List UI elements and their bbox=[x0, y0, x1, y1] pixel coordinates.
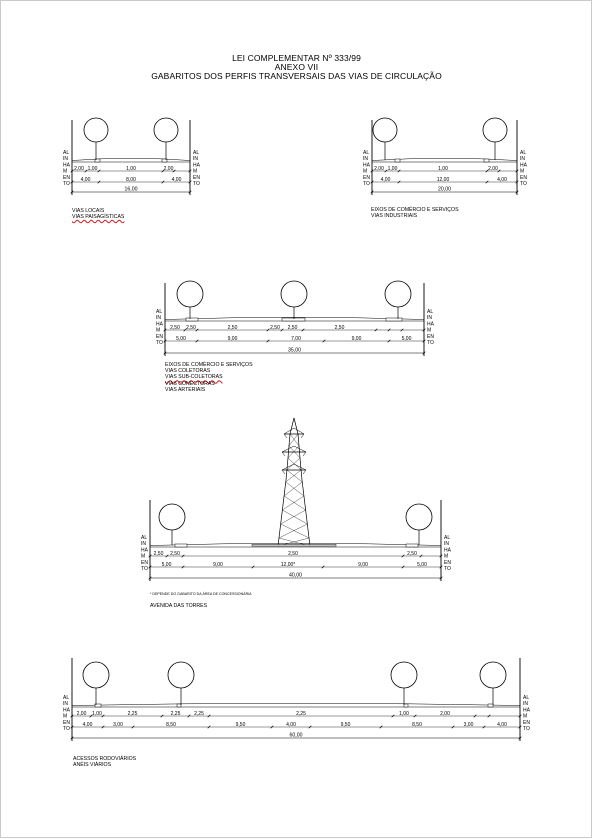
alignment-label-left: HA bbox=[63, 162, 70, 169]
alignment-label-left: IN bbox=[141, 541, 146, 548]
alignment-label-right: HA bbox=[520, 162, 527, 169]
curb bbox=[488, 704, 493, 707]
alignment-label-left: AL bbox=[141, 535, 148, 541]
tree-crown-icon bbox=[385, 281, 411, 307]
alignment-label-right: TO bbox=[427, 340, 434, 346]
dimension-label-bottom: 5,00 bbox=[161, 561, 172, 568]
tree-crown-icon bbox=[177, 281, 203, 307]
caption-line: VIAS INDUSTRIAIS bbox=[371, 213, 418, 220]
caption-line: ACESSOS RODOVIÁRIOS bbox=[73, 756, 137, 762]
tower-arm bbox=[282, 446, 294, 452]
dimension-label-bottom: 8,00 bbox=[126, 176, 136, 183]
dimension-label-top: 2,50 bbox=[170, 324, 180, 331]
dimension-label-top: 2,50 bbox=[270, 324, 280, 331]
curb bbox=[404, 704, 408, 707]
alignment-label-left: HA bbox=[156, 321, 163, 328]
alignment-label-right: AL bbox=[520, 150, 527, 156]
curb bbox=[484, 159, 489, 162]
alignment-label-left: HA bbox=[63, 707, 70, 714]
dimension-label-bottom: 3,00 bbox=[113, 721, 123, 728]
tower-arm bbox=[282, 470, 285, 474]
tower-lattice bbox=[284, 482, 302, 496]
alignment-label-left: EN bbox=[63, 719, 70, 726]
profile-acessos-rodoviarios bbox=[63, 658, 531, 741]
dimension-label-top: 2,00 bbox=[374, 165, 384, 172]
caption-eixos-industriais bbox=[371, 207, 459, 219]
alignment-label-right: M bbox=[427, 327, 432, 334]
alignment-label-right: IN bbox=[427, 315, 432, 322]
tower-leg bbox=[294, 418, 298, 434]
dimension-label-bottom: 4,00 bbox=[286, 721, 296, 728]
alignment-label-right: HA bbox=[444, 547, 451, 554]
alignment-label-right: EN bbox=[427, 333, 434, 340]
alignment-label-left: TO bbox=[63, 181, 70, 187]
alignment-label-right: TO bbox=[523, 726, 530, 732]
dimension-label-top: 2,50 bbox=[170, 550, 180, 557]
dimension-label-top: 2,00 bbox=[74, 165, 84, 172]
dimension-label-bottom: 5,00 bbox=[176, 335, 186, 342]
dimension-label-top: 2,25 bbox=[170, 710, 181, 717]
alignment-label-right: TO bbox=[193, 181, 200, 187]
dimension-label-top: 2,25 bbox=[194, 710, 204, 717]
alignment-label-right: HA bbox=[193, 162, 200, 169]
dimension-label-bottom: 5,00 bbox=[417, 561, 427, 568]
caption-line: EIXOS DE COMÉRCIO E SERVIÇOS bbox=[371, 207, 459, 213]
alignment-label-right: M bbox=[193, 168, 198, 175]
dimension-label-bottom: 5,00 bbox=[401, 335, 412, 342]
tower-lattice bbox=[281, 510, 306, 524]
curb bbox=[386, 318, 402, 321]
dimension-label-top: 2,25 bbox=[127, 710, 138, 717]
dimension-label-bottom: 3,00 bbox=[463, 721, 474, 728]
tree-crown-icon bbox=[83, 662, 109, 688]
dimension-label-bottom: 9,00 bbox=[213, 561, 223, 568]
tower-lattice bbox=[286, 482, 304, 496]
dimension-label-top: 2,50 bbox=[287, 324, 298, 331]
tower-lattice bbox=[284, 496, 306, 510]
tower-lattice bbox=[282, 510, 307, 524]
tower-lattice bbox=[287, 470, 302, 482]
dimension-label-top: 1,00 bbox=[387, 165, 398, 172]
alignment-label-right: HA bbox=[427, 321, 434, 328]
tree-crown-icon bbox=[391, 662, 417, 688]
title-line-1: LEI COMPLEMENTAR Nº 333/99 bbox=[232, 53, 361, 63]
dimension-label-top: 2,50 bbox=[227, 324, 238, 331]
alignment-label-left: HA bbox=[363, 162, 370, 169]
tower-arm bbox=[294, 446, 306, 452]
total-dimension-label: 40,00 bbox=[289, 572, 302, 579]
alignment-label-left: M bbox=[63, 713, 68, 720]
caption-avenida-das-torres bbox=[150, 603, 207, 609]
transmission-tower-icon bbox=[252, 418, 336, 546]
alignment-label-right: IN bbox=[193, 156, 198, 163]
alignment-label-left: M bbox=[63, 168, 68, 175]
tower-lattice bbox=[281, 524, 309, 538]
caption-line: AVENIDA DAS TORRES bbox=[150, 603, 208, 609]
alignment-label-right: TO bbox=[444, 566, 451, 572]
alignment-label-right: IN bbox=[444, 541, 449, 548]
dimension-label-bottom: 12,00 bbox=[436, 176, 450, 183]
tree-crown-icon bbox=[154, 118, 178, 142]
tree-crown-icon bbox=[480, 662, 506, 688]
tree-crown-icon bbox=[281, 281, 307, 307]
total-dimension-label: 16,00 bbox=[124, 186, 138, 193]
curb bbox=[406, 544, 418, 547]
dimension-label-bottom: 9,00 bbox=[351, 335, 362, 342]
alignment-label-left: EN bbox=[141, 559, 148, 566]
alignment-label-right: IN bbox=[520, 156, 525, 163]
title-line-2: ANEXO VII bbox=[274, 62, 319, 72]
alignment-label-left: TO bbox=[141, 566, 148, 572]
concessionaire-note: * DEPENDE DO GABARITO DA ÁREA DE CONCESSIONÁRIA bbox=[150, 592, 252, 596]
dimension-label-top: 2,50 bbox=[186, 324, 196, 331]
tower-arm bbox=[284, 434, 287, 438]
dimension-label-bottom: 4,00 bbox=[80, 176, 91, 183]
dimension-label-bottom: 9,50 bbox=[235, 721, 246, 728]
alignment-label-left: EN bbox=[63, 174, 70, 181]
tower-lattice bbox=[282, 496, 304, 510]
dimension-label-bottom: 4,00 bbox=[497, 176, 507, 183]
alignment-label-right: EN bbox=[523, 719, 530, 726]
alignment-label-left: IN bbox=[363, 156, 368, 163]
alignment-label-left: IN bbox=[156, 315, 161, 322]
curb bbox=[175, 544, 187, 547]
dimension-label-top: 1,00 bbox=[438, 165, 448, 172]
tower-leg bbox=[278, 480, 286, 546]
alignment-label-right: HA bbox=[523, 707, 530, 714]
profile-vias-locais bbox=[63, 118, 201, 195]
tree-crown-icon bbox=[483, 118, 507, 142]
tree-crown-icon bbox=[406, 504, 432, 530]
alignment-label-left: M bbox=[156, 327, 161, 334]
caption-line: VIAS LOCAIS bbox=[72, 208, 105, 214]
road-camber bbox=[72, 703, 520, 705]
dimension-label-top: 1,00 bbox=[126, 165, 136, 172]
tower-leg bbox=[302, 480, 310, 546]
dimension-label-top: 2,00 bbox=[488, 165, 498, 172]
alignment-label-left: M bbox=[363, 168, 368, 175]
dimension-label-top: 2,25 bbox=[296, 710, 306, 717]
caption-vias-locais bbox=[72, 208, 124, 220]
dimension-label-top: 2,50 bbox=[334, 324, 345, 331]
profile-coletoras bbox=[156, 281, 435, 356]
dimension-label-top: 2,00 bbox=[76, 710, 87, 717]
dimension-label-bottom: 4,00 bbox=[82, 721, 93, 728]
profile-avenida-das-torres bbox=[141, 500, 452, 581]
road-camber bbox=[72, 158, 190, 160]
tower-leg bbox=[300, 458, 302, 480]
alignment-label-right: AL bbox=[523, 695, 530, 701]
dimension-label-bottom: 4,00 bbox=[497, 721, 507, 728]
dimension-label-bottom: 4,00 bbox=[380, 176, 391, 183]
alignment-label-right: IN bbox=[523, 701, 528, 708]
tree-crown-icon bbox=[168, 662, 194, 688]
alignment-label-right: EN bbox=[444, 559, 451, 566]
tower-lattice bbox=[287, 458, 300, 470]
tower-lattice bbox=[288, 458, 301, 470]
dimension-label-top: 1,00 bbox=[92, 710, 102, 717]
dimension-label-bottom: 12,00* bbox=[280, 561, 296, 568]
curb bbox=[186, 318, 198, 321]
total-dimension-label: 20,00 bbox=[438, 186, 451, 193]
tower-leg bbox=[290, 418, 294, 434]
alignment-label-right: EN bbox=[520, 174, 527, 181]
tower-arm bbox=[303, 452, 306, 456]
alignment-label-left: M bbox=[141, 553, 146, 560]
alignment-label-right: EN bbox=[193, 174, 200, 181]
alignment-label-right: M bbox=[520, 168, 525, 175]
alignment-label-left: AL bbox=[63, 150, 70, 156]
tower-arm bbox=[284, 428, 294, 434]
alignment-label-left: HA bbox=[141, 547, 148, 554]
alignment-label-right: M bbox=[523, 713, 528, 720]
alignment-label-right: AL bbox=[193, 150, 200, 156]
dimension-label-bottom: 9,50 bbox=[340, 721, 351, 728]
alignment-label-right: TO bbox=[520, 181, 527, 187]
alignment-label-right: M bbox=[444, 553, 449, 560]
title-line-3: GABARITOS DOS PERFIS TRANSVERSAIS DAS VIAS DE CIRCULAÇÃO bbox=[151, 71, 442, 81]
tower-lattice bbox=[279, 524, 307, 538]
curb bbox=[282, 318, 305, 321]
alignment-label-left: EN bbox=[156, 333, 163, 340]
dimension-label-top: 2,00 bbox=[440, 710, 450, 717]
dimension-label-top: 2,50 bbox=[288, 550, 298, 557]
profile-eixos-comercio-industriais bbox=[363, 118, 528, 195]
caption-line: EIXOS DE COMÉRCIO E SERVIÇOS bbox=[165, 362, 253, 368]
caption-line: VIAS SUB-COLETORAS bbox=[165, 374, 223, 381]
dimension-label-bottom: 7,00 bbox=[291, 335, 301, 342]
total-dimension-label: 35,00 bbox=[288, 347, 301, 354]
tower-arm bbox=[301, 434, 304, 438]
caption-line: VIAS CONECTORAS bbox=[165, 380, 215, 387]
alignment-label-left: AL bbox=[363, 150, 370, 156]
alignment-label-left: TO bbox=[156, 340, 163, 346]
dimension-label-bottom: 8,50 bbox=[166, 721, 176, 728]
tower-lattice bbox=[290, 434, 299, 446]
tower-arm bbox=[282, 452, 285, 456]
alignment-label-right: AL bbox=[444, 535, 451, 541]
caption-acessos-rodoviarios bbox=[73, 756, 136, 768]
tower-lattice bbox=[286, 470, 301, 482]
tree-crown-icon bbox=[84, 118, 108, 142]
alignment-label-left: IN bbox=[63, 701, 68, 708]
caption-coletoras bbox=[165, 362, 253, 393]
dimension-label-top: 2,00 bbox=[163, 165, 174, 172]
dimension-label-bottom: 9,00 bbox=[227, 335, 238, 342]
caption-line: VIAS COLETORAS bbox=[165, 368, 211, 375]
caption-line: ANÉIS VIÁRIOS bbox=[73, 762, 112, 769]
tower-arm bbox=[294, 428, 304, 434]
alignment-label-left: AL bbox=[156, 309, 163, 315]
total-dimension-label: 60,00 bbox=[289, 732, 303, 739]
curb bbox=[177, 704, 181, 707]
curb bbox=[395, 159, 400, 162]
alignment-label-left: TO bbox=[363, 181, 370, 187]
dimension-label-top: 1,00 bbox=[399, 710, 409, 717]
caption-line: VIAS ARTERIAIS bbox=[165, 386, 206, 393]
dimension-label-top: 2,50 bbox=[153, 550, 164, 557]
alignment-label-left: AL bbox=[63, 695, 70, 701]
tower-leg bbox=[286, 458, 288, 480]
alignment-label-left: EN bbox=[363, 174, 370, 181]
dimension-label-bottom: 4,00 bbox=[171, 176, 182, 183]
tower-base bbox=[252, 545, 336, 547]
dimension-label-bottom: 9,00 bbox=[358, 561, 368, 568]
alignment-label-left: TO bbox=[63, 726, 70, 732]
dimension-label-top: 2,50 bbox=[407, 550, 417, 557]
tree-crown-icon bbox=[159, 504, 185, 530]
tower-lattice bbox=[289, 434, 298, 446]
alignment-label-right: AL bbox=[427, 309, 434, 315]
tower-arm bbox=[303, 470, 306, 474]
dimension-label-bottom: 8,50 bbox=[412, 721, 422, 728]
alignment-label-left: IN bbox=[63, 156, 68, 163]
tree-crown-icon bbox=[373, 118, 397, 142]
caption-line: VIAS PAISAGÍSTICAS bbox=[72, 214, 125, 221]
dimension-label-top: 1,00 bbox=[87, 165, 98, 172]
